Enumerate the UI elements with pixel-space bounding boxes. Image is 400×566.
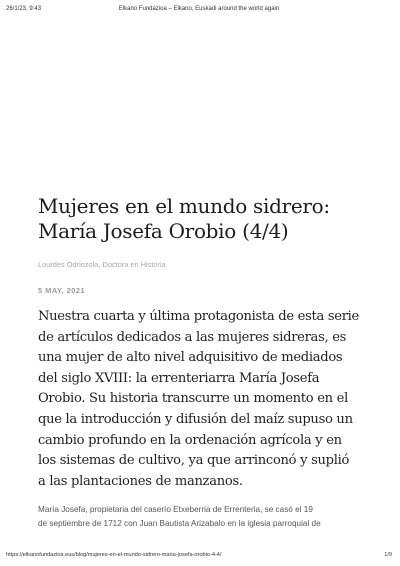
print-page-number: 1/9 xyxy=(384,552,392,558)
article-body-paragraph xyxy=(38,503,370,530)
article-date: 5 MAY, 2021 xyxy=(38,286,86,295)
print-url[interactable]: https://elkanofundazioa.eus/blog/mujeres-en-el-mundo-sidrero-maria-josefa-orobio-4-4/ xyxy=(6,552,222,558)
article-lead xyxy=(38,307,370,492)
article-title-line: María Josefa Orobio (4/4) xyxy=(38,219,289,243)
article-author[interactable]: Lourdes Odriozola, Doctora en Historia xyxy=(38,260,166,269)
body-line: María Josefa, propietaria del caserío Etxeberria de Errenteria, se casó el 19 xyxy=(38,505,313,515)
lead-line: Orobio. Su historia transcurre un momento en el xyxy=(38,391,348,407)
lead-line: una mujer de alto nivel adquisitivo de mediados xyxy=(38,350,343,366)
article xyxy=(38,194,370,530)
lead-line: a las plantaciones de manzanos. xyxy=(38,473,243,489)
lead-line: Nuestra cuarta y última protagonista de esta serie xyxy=(38,309,360,324)
print-page-title: Elkano Fundazioa – Elkano, Euskadi around the world again xyxy=(118,6,280,12)
article-title-line: Mujeres en el mundo sidrero: xyxy=(38,194,330,218)
print-footer xyxy=(6,552,392,562)
print-header xyxy=(6,6,392,16)
lead-line: que la introducción y difusión del maíz supuso un xyxy=(38,411,353,427)
print-datetime: 26/1/23, 9:43 xyxy=(6,6,42,12)
lead-line: de artículos dedicados a las mujeres sidreras, es xyxy=(38,329,347,345)
lead-line: cambio profundo en la ordenación agrícola y en xyxy=(38,432,342,448)
body-line: de septiembre de 1712 con Juan Bautista Arizabalo en la iglesia parroquial de xyxy=(38,518,321,528)
lead-line: los sistemas de cultivo, ya que arrinconó y suplió xyxy=(38,453,350,469)
article-title xyxy=(38,194,370,244)
lead-line: del siglo XVIII: la errenteriarra María Josefa xyxy=(38,370,320,386)
